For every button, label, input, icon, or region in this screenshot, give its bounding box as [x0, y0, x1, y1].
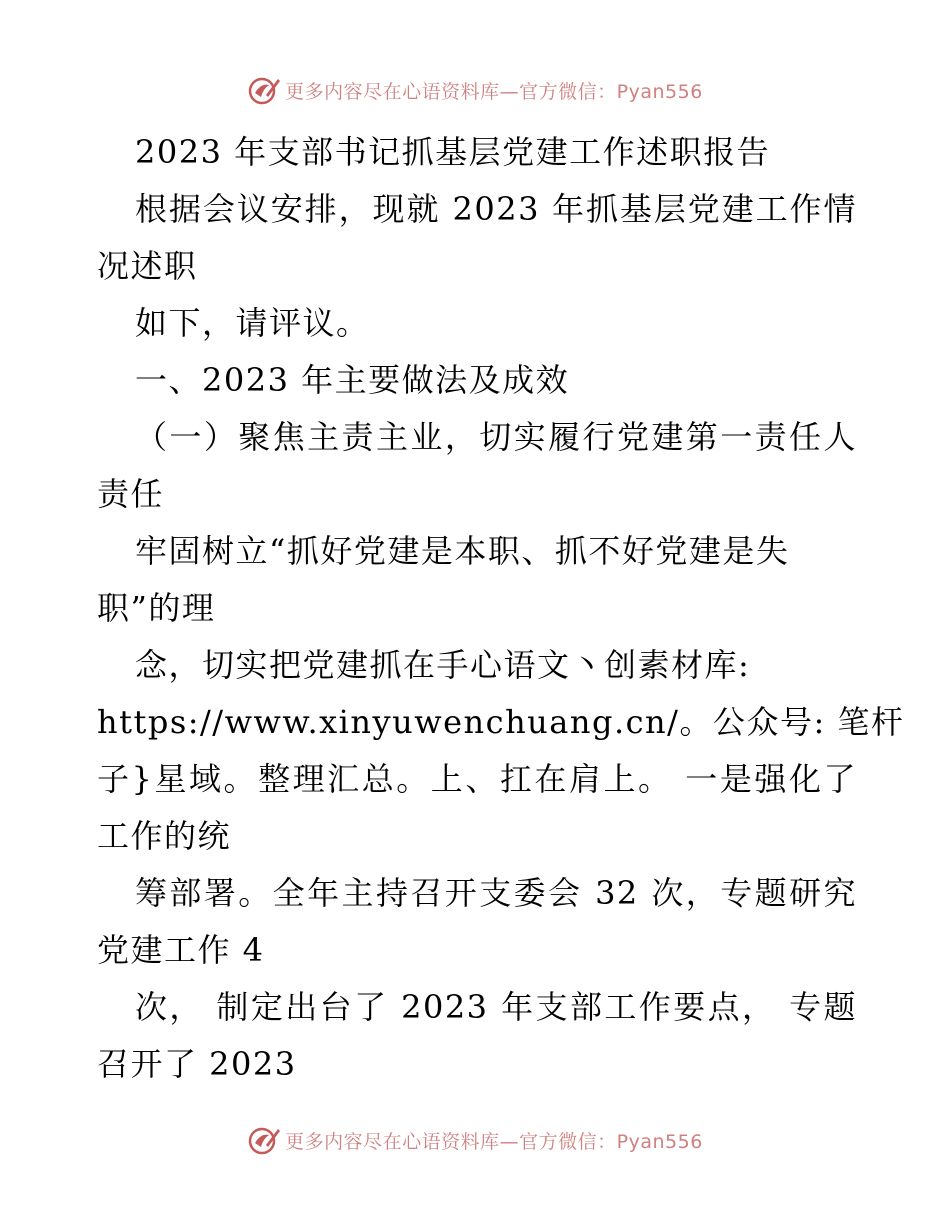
header-watermark [0, 70, 950, 110]
footer-wechat-label: 官方微信：Pyan556 [519, 1130, 703, 1153]
footer-watermark [0, 1120, 950, 1160]
paragraph-line: 职”的理 [97, 589, 216, 627]
paragraph-line: 召开了 2023 [97, 1045, 297, 1083]
paragraph-line: 子}星域。整理汇总。上、扛在肩上。 一是强化了 [97, 760, 857, 798]
subsection-heading: （一）聚焦主责主业，切实履行党建第一责任人 [135, 418, 857, 456]
paragraph-line: 次， 制定出台了 2023 年支部工作要点， 专题 [135, 988, 857, 1026]
paragraph-line: 党建工作 4 [97, 931, 265, 969]
paragraph-line: 念，切实把党建抓在手心语文丶创素材库: [135, 646, 751, 684]
paragraph-line: 况述职 [97, 247, 198, 285]
brush-pen-logo-icon [247, 1123, 281, 1157]
document-body [97, 124, 905, 1093]
paragraph-line: 筹部署。全年主持召开支委会 32 次，专题研究 [135, 874, 857, 912]
header-separator: — [499, 80, 520, 103]
footer-brand-text [285, 1127, 703, 1154]
brush-pen-logo-icon [247, 73, 281, 107]
paragraph-line: https://www.xinyuwenchuang.cn/。公众号: 笔杆 [97, 703, 905, 741]
header-brand-name: 更多内容尽在心语资料库 [285, 80, 500, 103]
paragraph-line: 根据会议安排，现就 2023 年抓基层党建工作情 [135, 190, 857, 228]
section-heading: 一、2023 年主要做法及成效 [135, 361, 570, 399]
footer-brand-name: 更多内容尽在心语资料库 [285, 1130, 500, 1153]
paragraph-line: 牢固树立“抓好党建是本职、抓不好党建是失 [135, 532, 790, 570]
paragraph-line: 工作的统 [97, 817, 232, 855]
document-title: 2023 年支部书记抓基层党建工作述职报告 [135, 133, 771, 171]
paragraph-line: 如下，请评议。 [135, 304, 370, 342]
header-wechat-label: 官方微信：Pyan556 [519, 80, 703, 103]
paragraph-line: 责任 [97, 475, 165, 513]
footer-separator: — [499, 1130, 520, 1153]
header-brand-text [285, 77, 703, 104]
